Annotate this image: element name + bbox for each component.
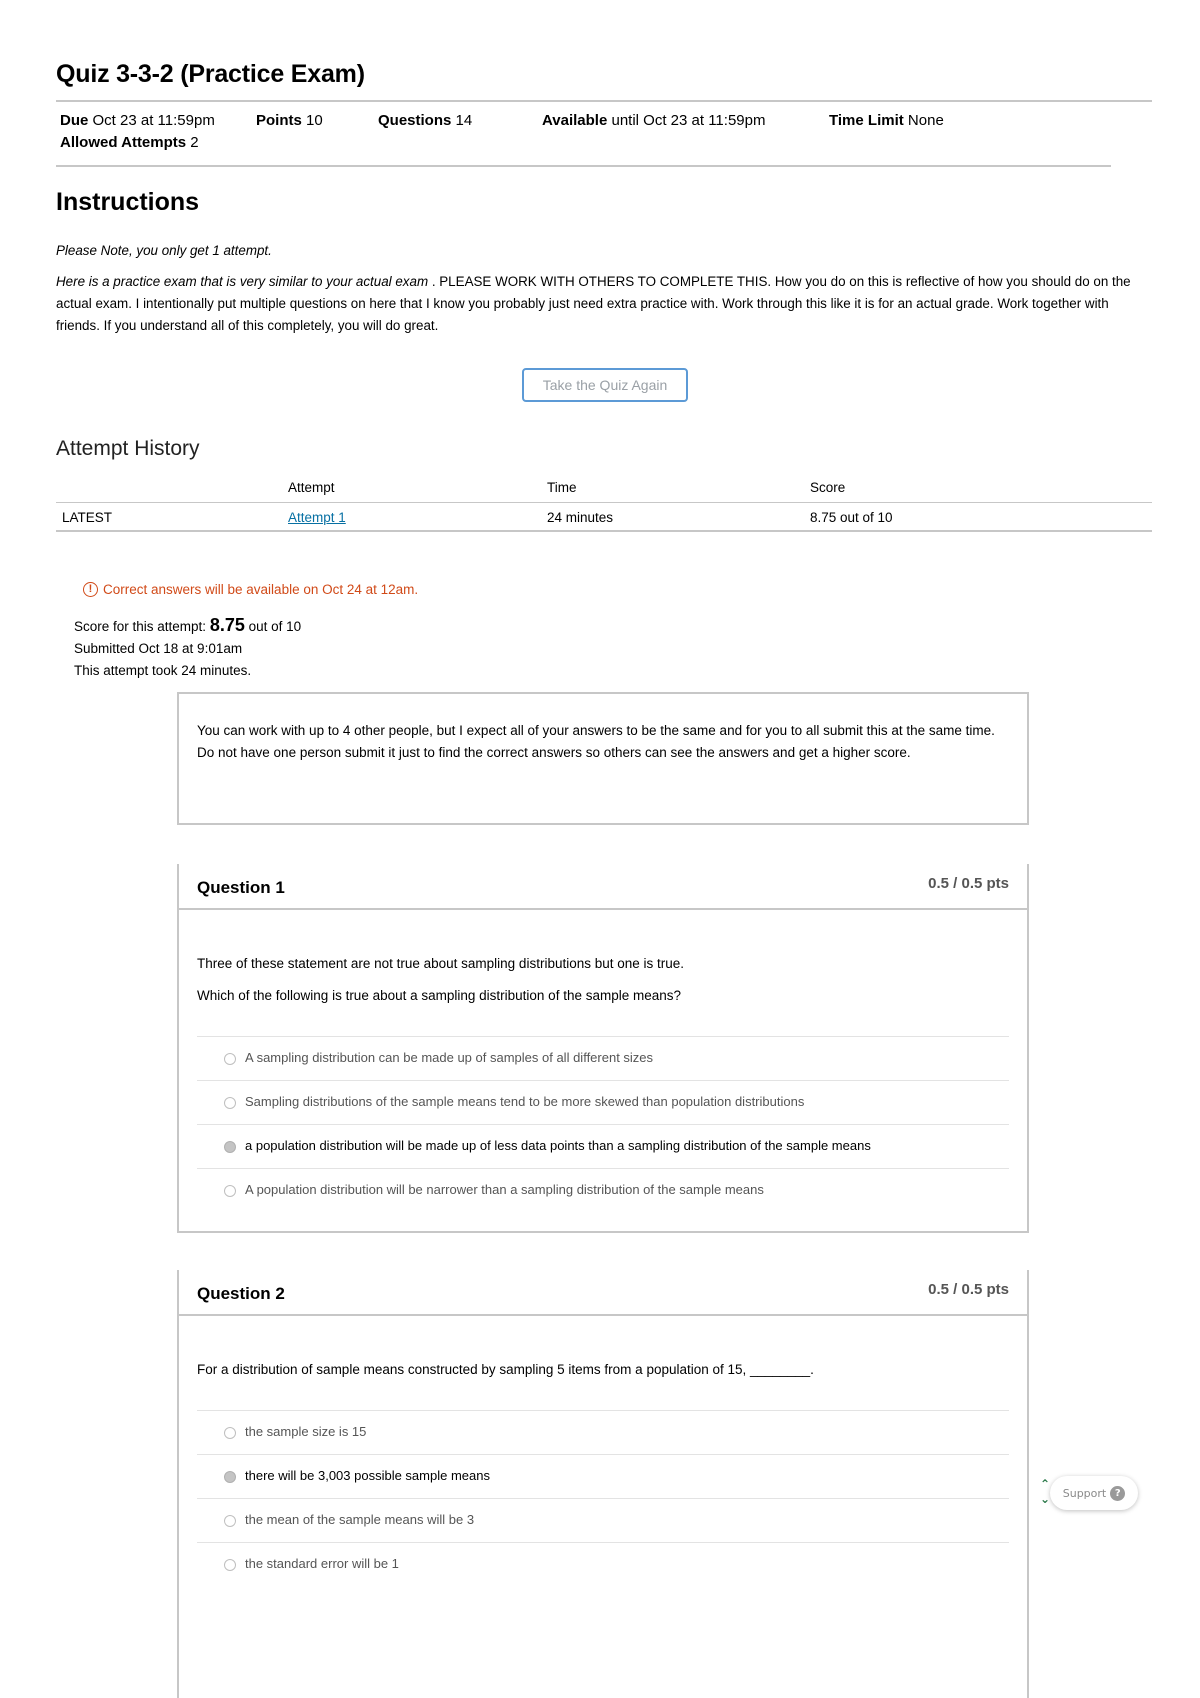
- radio-button[interactable]: [224, 1053, 236, 1065]
- attempt-history-heading: Attempt History: [56, 437, 200, 460]
- answer-option[interactable]: Sampling distributions of the sample means tend to be more skewed than population distributions: [197, 1081, 1009, 1125]
- answer-option[interactable]: A population distribution will be narrower than a sampling distribution of the sample means: [197, 1169, 1009, 1213]
- correct-answers-warning: [83, 582, 418, 597]
- support-button[interactable]: [1050, 1476, 1138, 1510]
- warning-icon: !: [83, 582, 98, 597]
- column-header-time: Time: [547, 480, 577, 495]
- answer-option[interactable]: the mean of the sample means will be 3: [197, 1499, 1009, 1543]
- due-info: Due Oct 23 at 11:59pm: [60, 112, 215, 129]
- time-limit-info: Time Limit None: [829, 112, 944, 129]
- attempt-summary: [74, 614, 301, 682]
- attempt-history-table: [56, 476, 1152, 532]
- answer-option-selected[interactable]: there will be 3,003 possible sample means: [197, 1455, 1009, 1499]
- answer-option[interactable]: the sample size is 15: [197, 1411, 1009, 1455]
- collaboration-note: You can work with up to 4 other people, but I expect all of your answers to be the same and for you to all submit this at the same time. Do not have one person submit it just to find the correct answers so others can see the answers and get a higher score.: [177, 692, 1029, 825]
- question-text: For a distribution of sample means constructed by sampling 5 items from a population of 15, ________.: [197, 1362, 814, 1377]
- support-label: Support: [1062, 1486, 1107, 1500]
- answer-option-selected[interactable]: a population distribution will be made up of less data points than a sampling distribution of the sample means: [197, 1125, 1009, 1169]
- answer-option[interactable]: A sampling distribution can be made up of samples of all different sizes: [197, 1037, 1009, 1081]
- question-2: [177, 1270, 1029, 1698]
- questions-info: Questions 14: [378, 112, 473, 129]
- question-points: 0.5 / 0.5 pts: [928, 1281, 1009, 1298]
- page-title: Quiz 3-3-2 (Practice Exam): [56, 60, 365, 88]
- title-divider: [56, 100, 1152, 102]
- instructions-note: Please Note, you only get 1 attempt.: [56, 243, 272, 258]
- question-1: [177, 864, 1029, 1233]
- quiz-meta: [60, 112, 1060, 156]
- radio-button[interactable]: [224, 1515, 236, 1527]
- table-row: [56, 502, 1152, 532]
- latest-tag: LATEST: [62, 510, 113, 525]
- chevron-up-icon[interactable]: ⌃: [1040, 1477, 1051, 1491]
- question-points: 0.5 / 0.5 pts: [928, 875, 1009, 892]
- attempt-score: 8.75 out of 10: [810, 510, 893, 525]
- available-info: Available until Oct 23 at 11:59pm: [542, 112, 766, 129]
- warning-text: Correct answers will be available on Oct 24 at 12am.: [103, 582, 419, 597]
- chevron-down-icon[interactable]: ⌄: [1040, 1492, 1051, 1506]
- meta-divider: [56, 165, 1111, 167]
- answer-list: [197, 1036, 1009, 1213]
- radio-button[interactable]: [224, 1559, 236, 1571]
- attempt-history-header: [56, 476, 1152, 502]
- radio-button[interactable]: [224, 1427, 236, 1439]
- help-icon: ?: [1110, 1486, 1125, 1501]
- answer-list: [197, 1410, 1009, 1587]
- question-title: Question 2: [197, 1284, 285, 1303]
- attempt-time: 24 minutes: [547, 510, 614, 525]
- take-quiz-again-button[interactable]: Take the Quiz Again: [522, 368, 688, 402]
- attempt-1-link[interactable]: Attempt 1: [288, 510, 346, 525]
- points-info: Points 10: [256, 112, 323, 129]
- radio-button[interactable]: [224, 1185, 236, 1197]
- submitted-line: Submitted Oct 18 at 9:01am: [74, 641, 243, 656]
- column-header-score: Score: [810, 480, 846, 495]
- radio-button[interactable]: [224, 1097, 236, 1109]
- radio-button[interactable]: [224, 1141, 236, 1153]
- question-title: Question 1: [197, 878, 285, 897]
- duration-line: This attempt took 24 minutes.: [74, 663, 252, 678]
- instructions-heading: Instructions: [56, 188, 200, 216]
- instructions-body: Here is a practice exam that is very similar to your actual exam . PLEASE WORK WITH OTHERS TO COMPLETE THIS. How you do on this is reflective of how you should do on the actual exam. I intentionally put multiple questions on here that I know you probably just need extra practice with. Work through this like it is for an actual grade. Work together with friends. If you understand all of this completely, you will do great.: [56, 274, 1131, 333]
- column-header-attempt: Attempt: [288, 480, 335, 495]
- attempts-info: Allowed Attempts 2: [60, 134, 199, 151]
- attempt-score-line: Score for this attempt: 8.75 out of 10: [74, 615, 302, 635]
- question-header: [179, 864, 1027, 910]
- answer-option[interactable]: the standard error will be 1: [197, 1543, 1009, 1587]
- question-text: Three of these statement are not true about sampling distributions but one is true. Which of the following is true about a sampling distribution of the sample means?: [197, 956, 685, 1003]
- radio-button[interactable]: [224, 1471, 236, 1483]
- question-header: [179, 1270, 1027, 1316]
